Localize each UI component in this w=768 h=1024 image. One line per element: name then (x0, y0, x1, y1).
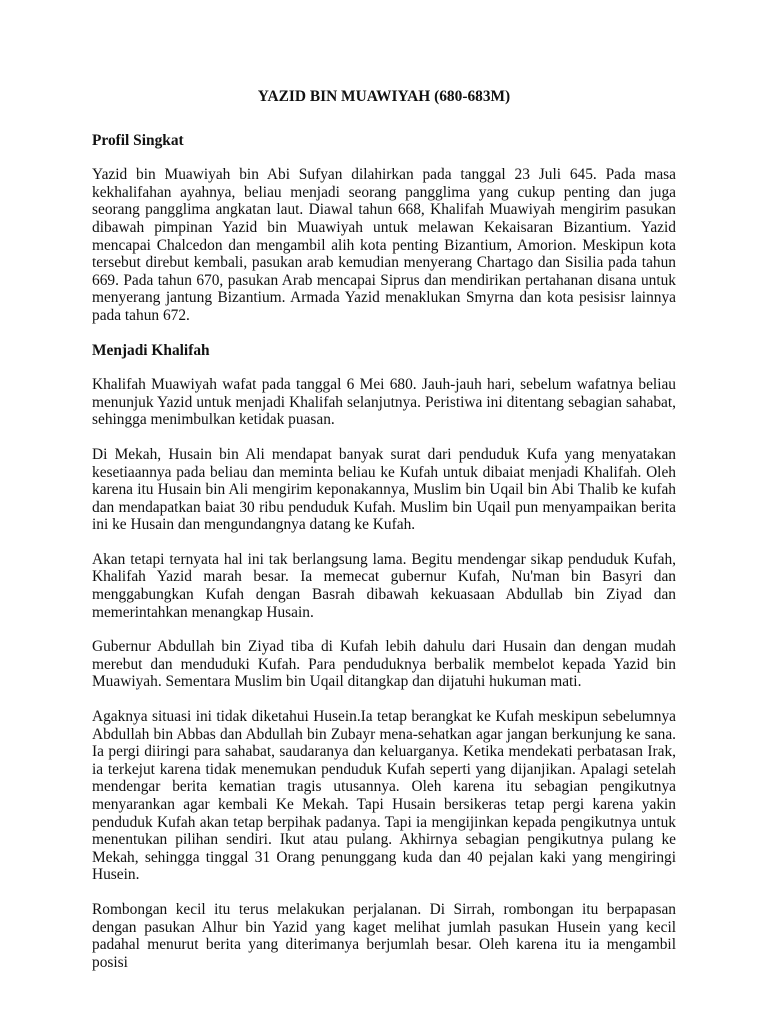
section-profil-singkat (92, 132, 676, 325)
paragraph: Agaknya situasi ini tidak diketahui Husein.Ia tetap berangkat ke Kufah meskipun sebelumnya Abdullah bin Abbas dan Abdullah bin Zubayr mena-sehatkan agar jangan berkunjung ke sana. Ia pergi diiringi para sahabat, saudaranya dan keluarganya. Ketika mendekati perbatasan Irak, ia terkejut karena tidak menemukan penduduk Kufah seperti yang dijanjikan. Apalagi setelah mendengar berita kematian tragis utusannya. Oleh karena itu sebagian pengikutnya menyarankan agar kembali Ke Mekah. Tapi Husain bersikeras tetap pergi karena yakin penduduk Kufah akan tetap berpihak padanya. Tapi ia mengijinkan kepada pengikutnya untuk menentukan pilihan sendiri. Ikut atau pulang. Akhirnya sebagian pengikutnya pulang ke Mekah, sehingga tinggal 31 Orang penunggang kuda dan 40 pejalan kaki yang mengiringi Husein. (92, 708, 676, 884)
document-page (92, 88, 676, 988)
paragraph: Rombongan kecil itu terus melakukan perjalanan. Di Sirrah, rombongan itu berpapasan dengan pasukan Alhur bin Yazid yang kaget melihat jumlah pasukan Husein yang kecil padahal menurut berita yang diterimanya berjumlah besar. Oleh karena itu ia mengambil posisi (92, 900, 676, 971)
paragraph: Khalifah Muawiyah wafat pada tanggal 6 Mei 680. Jauh-jauh hari, sebelum wafatnya beliau menunjuk Yazid untuk menjadi Khalifah selanjutnya. Peristiwa ini ditentang sebagian sahabat, sehingga menimbulkan ketidak puasan. (92, 376, 676, 429)
section-menjadi-khalifah (92, 342, 676, 972)
section-heading: Profil Singkat (92, 131, 184, 149)
paragraph: Yazid bin Muawiyah bin Abi Sufyan dilahirkan pada tanggal 23 Juli 645. Pada masa kekhalifahan ayahnya, beliau menjadi seorang pangglima yang cukup penting dan juga seorang pangglima angkatan laut. Diawal tahun 668, Khalifah Muawiyah mengirim pasukan dibawah pimpinan Yazid bin Muawiyah untuk melawan Kekaisaran Bizantium. Yazid mencapai Chalcedon dan mengambil alih kota penting Bizantium, Amorion. Meskipun kota tersebut direbut kembali, pasukan arab kemudian menyerang Chartago dan Sisilia pada tahun 669. Pada tahun 670, pasukan Arab mencapai Siprus dan mendirikan pertahanan disana untuk menyerang jantung Bizantium. Armada Yazid menaklukan Smyrna dan kota pesisisr lainnya pada tahun 672. (92, 166, 676, 324)
document-title: YAZID BIN MUAWIYAH (680-683M) (257, 88, 511, 105)
paragraph: Akan tetapi ternyata hal ini tak berlangsung lama. Begitu mendengar sikap penduduk Kufah, Khalifah Yazid marah besar. Ia memecat gubernur Kufah, Nu'man bin Basyri dan menggabungkan Kufah dengan Basrah dibawah kekuasaan Abdullab bin Ziyad dan memerintahkan menangkap Husain. (92, 550, 676, 621)
section-heading: Menjadi Khalifah (92, 341, 210, 359)
paragraph: Gubernur Abdullah bin Ziyad tiba di Kufah lebih dahulu dari Husain dan dengan mudah merebut dan menduduki Kufah. Para penduduknya berbalik membelot kepada Yazid bin Muawiyah. Sementara Muslim bin Uqail ditangkap dan dijatuhi hukuman mati. (92, 638, 676, 691)
paragraph: Di Mekah, Husain bin Ali mendapat banyak surat dari penduduk Kufa yang menyatakan kesetiaannya pada beliau dan meminta beliau ke Kufah untuk dibaiat menjadi Khalifah. Oleh karena itu Husain bin Ali mengirim keponakannya, Muslim bin Uqail bin Abi Thalib ke kufah dan mendapatkan baiat 30 ribu penduduk Kufah. Muslim bin Uqail pun menyampaikan berita ini ke Husain dan mengundangnya datang ke Kufah. (92, 445, 676, 534)
